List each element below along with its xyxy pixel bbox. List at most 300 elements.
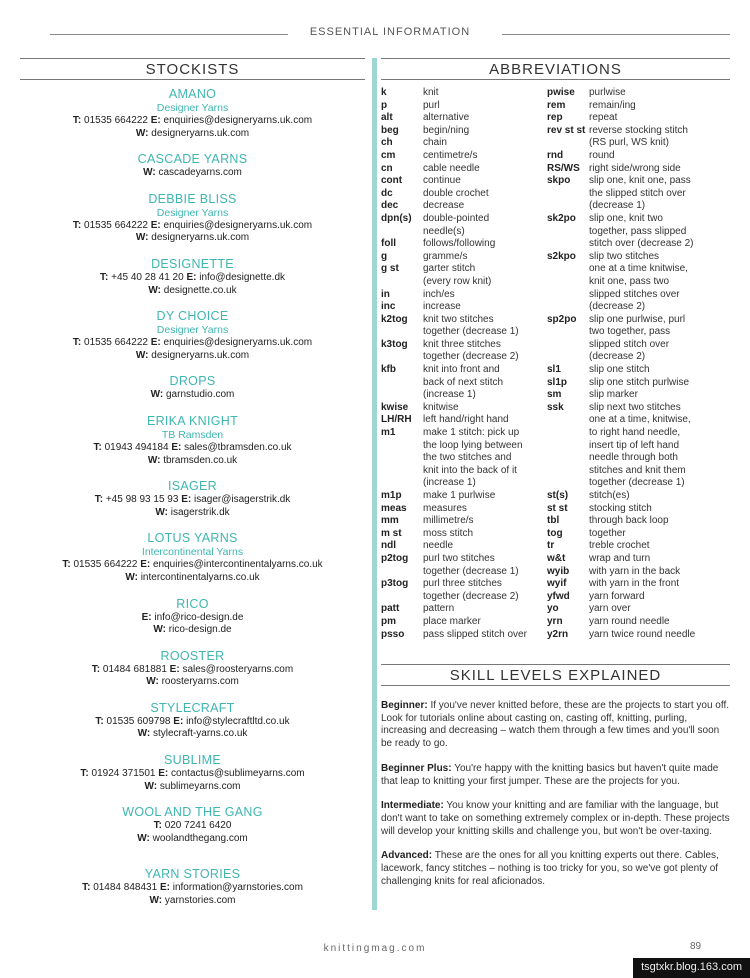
abbreviation-row (547, 566, 730, 579)
email-label: E: (159, 882, 170, 894)
abbreviation-row (547, 238, 730, 251)
email-label: E: (186, 271, 197, 283)
abbreviation-meaning: millimetre/s (423, 515, 474, 527)
abbreviation-term (547, 339, 589, 352)
phone-label: T: (80, 768, 89, 780)
email-label: E: (158, 768, 169, 780)
web-label: W: (137, 728, 151, 740)
abbreviation-row (547, 452, 730, 465)
abbreviation-term (381, 440, 423, 453)
section-header (50, 25, 730, 43)
stockist-name: ISAGER (167, 479, 218, 494)
column-divider-bar (372, 58, 377, 910)
abbreviation-term (547, 188, 589, 201)
stockist-email[interactable]: enquiries@designeryarns.uk.com (163, 337, 313, 349)
stockist-phone: 01535 664222 (84, 115, 148, 126)
abbreviation-meaning: centimetre/s (423, 149, 478, 161)
phone-label: T: (93, 441, 102, 453)
stockist-website[interactable]: cascadeyarns.com (158, 167, 242, 179)
stockist-website[interactable]: sublimeyarns.com (159, 780, 241, 792)
stockist-website[interactable]: woolandthegang.com (152, 832, 248, 844)
abbreviation-meaning: together (decrease 2) (423, 351, 519, 363)
abbreviation-meaning: slip one stitch purlwise (589, 376, 690, 388)
abbreviation-row (547, 200, 730, 213)
abbreviation-term: patt (381, 603, 400, 615)
stockist-email[interactable]: sales@roosteryarns.com (182, 663, 294, 675)
abbreviation-meaning: one at a time knitwise, (589, 263, 688, 275)
abbreviation-row (381, 528, 547, 541)
abbreviation-row (381, 251, 547, 264)
abbreviation-meaning: (increase 1) (423, 389, 476, 401)
abbreviation-row (381, 175, 547, 188)
skill-level-text: You're happy with the knitting basics but haven't quite made that leap to knitting your first jumper. These are the projects for you. (381, 762, 719, 787)
abbreviation-term: yrn (547, 615, 563, 627)
abbreviation-row (381, 616, 547, 629)
abbreviations-column-1 (381, 87, 547, 641)
stockist-web-line (20, 676, 365, 689)
abbreviation-meaning: knit into the back of it (423, 464, 517, 476)
skill-level-label: Beginner Plus: (381, 762, 452, 774)
abbreviation-meaning: stitch over (decrease 2) (589, 238, 694, 250)
stockist-entry (20, 414, 365, 467)
abbreviation-meaning: slip next two stitches (589, 401, 681, 413)
abbreviation-term (381, 452, 423, 465)
stockist-contact-line (20, 220, 365, 233)
abbreviation-term: foll (381, 238, 396, 250)
abbreviation-term: rnd (547, 149, 564, 161)
stockist-contact-line (20, 768, 365, 781)
abbreviation-meaning: stocking stitch (589, 502, 652, 514)
email-label: E: (150, 219, 161, 231)
abbreviation-row (547, 150, 730, 163)
stockist-name: ROOSTER (160, 648, 225, 663)
abbreviation-row (547, 339, 730, 352)
abbreviation-meaning: repeat (589, 112, 618, 124)
abbreviation-meaning: needle(s) (423, 225, 465, 237)
abbreviation-meaning: (RS purl, WS knit) (589, 137, 670, 149)
abbreviation-row (381, 301, 547, 314)
skill-level-paragraph (381, 850, 730, 888)
abbreviation-term: yo (547, 603, 559, 615)
abbreviation-term: w&t (547, 552, 566, 564)
stockist-web-line (20, 833, 365, 846)
abbreviation-row (547, 137, 730, 150)
skill-levels-title: SKILL LEVELS EXPLAINED (381, 664, 730, 686)
abbreviation-meaning: make 1 stitch: pick up (423, 427, 520, 439)
abbreviation-row (547, 301, 730, 314)
stockist-email[interactable]: info@designette.dk (199, 271, 286, 283)
stockist-entry (20, 531, 365, 584)
abbreviation-meaning: round (589, 149, 615, 161)
abbreviation-row (547, 326, 730, 339)
abbreviation-meaning: knit (423, 87, 439, 98)
stockist-website[interactable]: stylecraft-yarns.co.uk (152, 728, 248, 740)
abbreviation-row (547, 629, 730, 642)
abbreviation-term (547, 226, 589, 239)
abbreviation-meaning: (decrease 2) (589, 351, 646, 363)
abbreviation-term (381, 566, 423, 579)
abbreviations-section (381, 58, 730, 641)
abbreviations-title: ABBREVIATIONS (381, 58, 730, 80)
abbreviation-meaning: double-pointed (423, 212, 490, 224)
abbreviation-term: wyib (547, 565, 570, 577)
abbreviation-term: cn (381, 162, 393, 174)
skill-level-label: Intermediate: (381, 800, 444, 812)
web-label: W: (150, 389, 164, 401)
abbreviation-term (547, 440, 589, 453)
abbreviation-term: m st (381, 527, 402, 539)
stockist-website[interactable]: designeryarns.uk.com (151, 349, 250, 361)
abbreviation-term (547, 238, 589, 251)
abbreviation-meaning: knitwise (423, 401, 459, 413)
abbreviation-term (381, 226, 423, 239)
abbreviation-term: st st (547, 502, 568, 514)
stockist-website[interactable]: intercontinentalyarns.co.uk (140, 571, 260, 583)
abbreviation-term: psso (381, 628, 405, 640)
abbreviation-row (381, 414, 547, 427)
phone-label: T: (72, 337, 82, 349)
abbreviation-row (547, 263, 730, 276)
abbreviation-meaning: knit three stitches (423, 338, 501, 350)
abbreviation-meaning: purlwise (589, 87, 626, 98)
email-label: E: (150, 115, 161, 126)
abbreviation-term: p3tog (381, 578, 409, 590)
abbreviation-row (547, 314, 730, 327)
abbreviation-row (547, 503, 730, 516)
abbreviation-meaning: two together, pass (589, 326, 671, 338)
abbreviation-term: m1p (381, 490, 402, 501)
abbreviation-row (547, 87, 730, 100)
stockist-contact-line (20, 882, 365, 895)
abbreviation-row (381, 112, 547, 125)
stockist-name: RICO (176, 596, 209, 611)
abbreviation-meaning: slip marker (589, 389, 638, 401)
abbreviation-row (547, 100, 730, 113)
abbreviation-meaning: back of next stitch (423, 376, 504, 388)
header-rule-right (502, 34, 730, 35)
abbreviation-term (547, 137, 589, 150)
abbreviation-term: sp2po (547, 313, 577, 325)
stockist-web-line (20, 728, 365, 741)
abbreviation-meaning: yarn twice round needle (589, 628, 696, 640)
abbreviation-term (547, 276, 589, 289)
stockist-name: DESIGNETTE (151, 256, 234, 271)
email-label: E: (171, 441, 182, 453)
stockist-contact-line (20, 820, 365, 833)
phone-label: T: (62, 559, 71, 571)
web-label: W: (143, 167, 156, 179)
abbreviation-meaning: slip one, knit one, pass (589, 175, 691, 187)
abbreviation-term (381, 477, 423, 490)
stockist-email[interactable]: enquiries@designeryarns.uk.com (163, 115, 313, 126)
abbreviation-row (381, 276, 547, 289)
skill-level-text: These are the ones for all you knitting experts out there. Cables, lacework, fancy stitches – nothing is too tricky for you, so we've got plenty of challenging knits for real aficionados. (381, 850, 719, 887)
abbreviation-meaning: continue (423, 175, 461, 187)
abbreviation-row (381, 364, 547, 377)
abbreviation-row (381, 289, 547, 302)
web-label: W: (135, 127, 149, 139)
stockist-website[interactable]: designette.co.uk (163, 284, 237, 296)
stockist-distributor: Designer Yarns (156, 324, 229, 337)
phone-label: T: (72, 219, 82, 231)
abbreviation-meaning: stitch(es) (589, 490, 630, 501)
abbreviation-meaning: remain/ing (589, 99, 636, 111)
stockist-entry (20, 479, 365, 519)
abbreviation-row (547, 553, 730, 566)
stockist-name: DROPS (169, 374, 216, 389)
web-label: W: (135, 349, 149, 361)
abbreviation-meaning: pass slipped stitch over (423, 628, 527, 640)
abbreviation-meaning: knit one, pass two (589, 275, 670, 287)
abbreviation-row (381, 389, 547, 402)
abbreviation-row (381, 566, 547, 579)
abbreviation-row (547, 226, 730, 239)
phone-label: T: (94, 494, 104, 506)
abbreviation-meaning: needle through both (589, 452, 678, 464)
abbreviation-meaning: begin/ning (423, 124, 470, 136)
stockist-phone: 01535 664222 (84, 219, 148, 231)
abbreviation-row (381, 515, 547, 528)
abbreviation-row (381, 137, 547, 150)
skill-level-paragraph (381, 700, 730, 751)
web-label: W: (144, 780, 158, 792)
abbreviation-row (547, 389, 730, 402)
abbreviation-row (547, 163, 730, 176)
abbreviation-row (381, 603, 547, 616)
abbreviation-meaning: the loop lying between (423, 439, 523, 451)
abbreviation-term (381, 591, 423, 604)
web-label: W: (137, 832, 150, 844)
abbreviation-term: sm (547, 389, 562, 401)
abbreviation-row (381, 377, 547, 390)
abbreviation-row (547, 440, 730, 453)
abbreviation-meaning: through back loop (589, 515, 669, 527)
stockist-web-line (20, 350, 365, 363)
abbreviation-term (547, 427, 589, 440)
abbreviation-meaning: together (decrease 1) (423, 326, 519, 338)
abbreviation-term: wyif (547, 578, 567, 590)
abbreviation-term: k (381, 87, 387, 98)
web-label: W: (155, 506, 168, 518)
abbreviation-row (547, 125, 730, 138)
stockist-web-line (20, 128, 365, 141)
abbreviation-term (547, 301, 589, 314)
stockist-contact-line (20, 612, 365, 625)
stockist-phone: 01484 681881 (102, 663, 167, 675)
abbreviation-row (547, 414, 730, 427)
stockists-column (20, 58, 365, 907)
abbreviation-meaning: gramme/s (423, 250, 468, 262)
abbreviation-meaning: yarn over (589, 603, 631, 615)
stockist-website[interactable]: tbramsden.co.uk (163, 454, 238, 466)
abbreviation-meaning: increase (423, 301, 461, 313)
stockists-title: STOCKISTS (20, 58, 365, 80)
abbreviation-term: kfb (381, 364, 396, 376)
stockist-email[interactable]: contactus@sublimeyarns.com (171, 768, 305, 780)
abbreviation-row (547, 276, 730, 289)
abbreviation-term (547, 263, 589, 276)
stockist-website[interactable]: yarnstories.com (164, 895, 236, 907)
abbreviation-row (381, 263, 547, 276)
abbreviation-row (547, 251, 730, 264)
abbreviation-meaning: slipped stitch over (589, 338, 670, 350)
email-label: E: (169, 663, 180, 675)
stockist-entry (20, 309, 365, 362)
stockist-web-line (20, 624, 365, 637)
abbreviation-row (381, 452, 547, 465)
abbreviation-term (547, 351, 589, 364)
web-label: W: (153, 624, 166, 636)
abbreviation-meaning: (every row knit) (423, 275, 492, 287)
abbreviation-meaning: needle (423, 540, 454, 552)
stockist-phone: +45 40 28 41 20 (111, 271, 184, 283)
stockist-distributor: TB Ramsden (161, 428, 224, 441)
abbreviation-row (547, 427, 730, 440)
abbreviation-term (381, 276, 423, 289)
skill-level-paragraph (381, 763, 730, 788)
abbreviation-meaning: purl (423, 99, 440, 111)
abbreviation-meaning: purl three stitches (423, 578, 502, 590)
stockist-website[interactable]: rico-design.de (168, 624, 232, 636)
abbreviation-row (547, 351, 730, 364)
stockist-email[interactable]: info@stylecraftltd.co.uk (186, 715, 290, 727)
abbreviation-meaning: left hand/right hand (423, 414, 509, 426)
abbreviation-meaning: the slipped stitch over (589, 187, 686, 199)
abbreviation-term (381, 351, 423, 364)
skill-levels-section (381, 664, 730, 900)
abbreviation-row (547, 528, 730, 541)
abbreviation-row (381, 339, 547, 352)
abbreviation-meaning: follows/following (423, 238, 496, 250)
abbreviation-term: in (381, 288, 390, 300)
abbreviation-term (547, 289, 589, 302)
stockist-email[interactable]: isager@isagerstrik.dk (193, 494, 291, 506)
stockist-name: LOTUS YARNS (147, 531, 238, 546)
section-label: ESSENTIAL INFORMATION (309, 26, 471, 38)
abbreviation-term: k3tog (381, 338, 408, 350)
stockist-web-line (20, 895, 365, 908)
abbreviation-row (381, 87, 547, 100)
abbreviation-row (547, 175, 730, 188)
abbreviation-term: pwise (547, 87, 575, 98)
stockist-entry (20, 805, 365, 845)
stockist-phone: 01924 371501 (91, 768, 156, 780)
email-label: E: (140, 559, 151, 571)
abbreviation-meaning: inch/es (423, 288, 455, 300)
stockist-email[interactable]: info@rico-design.de (154, 611, 244, 623)
skill-level-text: You know your knitting and are familiar with the language, but don't want to take on something extremely complex or in-depth. These projects will develop your knitting skills and challenge you, but won't be over-taxing. (381, 800, 730, 837)
stockist-name: SUBLIME (164, 753, 221, 768)
abbreviation-term: rep (547, 112, 563, 124)
abbreviation-meaning: together (decrease 1) (423, 565, 519, 577)
stockist-email[interactable]: sales@tbramsden.co.uk (184, 441, 292, 453)
stockist-website[interactable]: designeryarns.uk.com (151, 127, 250, 139)
abbreviation-meaning: together, pass slipped (589, 225, 687, 237)
phone-label: T: (99, 271, 109, 283)
abbreviation-meaning: right side/wrong side (589, 162, 681, 174)
abbreviation-term: g st (381, 263, 399, 275)
abbreviation-term: m1 (381, 427, 396, 439)
phone-label: T: (72, 115, 82, 126)
stockist-contact-line (20, 664, 365, 677)
abbreviation-row (381, 213, 547, 226)
abbreviation-meaning: with yarn in the front (589, 578, 680, 590)
stockist-contact-line (20, 442, 365, 455)
abbreviation-term (547, 452, 589, 465)
abbreviation-meaning: together (decrease 2) (423, 590, 519, 602)
email-label: E: (173, 715, 184, 727)
abbreviation-meaning: moss stitch (423, 527, 474, 539)
abbreviation-term: sl1 (547, 364, 561, 376)
stockist-phone: 01535 664222 (73, 559, 138, 571)
stockist-name: STYLECRAFT (150, 700, 235, 715)
stockist-website[interactable]: roosteryarns.com (161, 676, 239, 688)
abbreviation-meaning: slip one purlwise, purl (589, 313, 686, 325)
stockist-name: DEBBIE BLISS (148, 191, 237, 206)
abbreviation-meaning: slipped stitches over (589, 288, 680, 300)
abbreviation-term: tr (547, 540, 555, 552)
abbreviation-term: dpn(s) (381, 212, 412, 224)
abbreviation-term (381, 465, 423, 478)
skill-level-label: Advanced: (381, 850, 433, 862)
abbreviation-row (547, 540, 730, 553)
abbreviation-meaning: to right hand needle, (589, 427, 681, 439)
stockist-web-line (20, 455, 365, 468)
abbreviation-row (547, 289, 730, 302)
stockist-email[interactable]: information@yarnstories.com (172, 882, 303, 894)
stockist-website[interactable]: garnstudio.com (166, 389, 235, 401)
abbreviation-row (381, 402, 547, 415)
stockist-contact-line (20, 716, 365, 729)
abbreviation-row (547, 603, 730, 616)
stockist-phone: 01943 494184 (104, 441, 169, 453)
abbreviation-meaning: insert tip of left hand (589, 439, 680, 451)
abbreviation-row (547, 377, 730, 390)
stockist-phone: 01484 848431 (93, 882, 158, 894)
abbreviation-meaning: yarn forward (589, 590, 645, 602)
stockist-email[interactable]: enquiries@intercontinentalyarns.co.uk (152, 559, 323, 571)
abbreviation-row (381, 200, 547, 213)
stockist-entry (20, 374, 365, 402)
web-label: W: (135, 232, 149, 244)
abbreviation-row (381, 226, 547, 239)
abbreviation-term (381, 326, 423, 339)
abbreviation-term: kwise (381, 401, 409, 413)
stockist-website[interactable]: isagerstrik.dk (170, 506, 230, 518)
footer-url[interactable]: knittingmag.com (323, 943, 427, 954)
skill-levels-list (381, 700, 730, 888)
phone-label: T: (95, 715, 104, 727)
abbreviation-term: dc (381, 187, 393, 199)
stockist-distributor: Designer Yarns (156, 206, 229, 219)
stockist-website[interactable]: designeryarns.uk.com (151, 232, 250, 244)
stockist-email[interactable]: enquiries@designeryarns.uk.com (163, 219, 313, 231)
abbreviation-term: LH/RH (381, 414, 412, 426)
abbreviation-row (381, 326, 547, 339)
abbreviation-row (547, 578, 730, 591)
abbreviation-meaning: (increase 1) (423, 477, 476, 489)
stockist-name: CASCADE YARNS (137, 152, 248, 167)
abbreviation-row (381, 629, 547, 642)
abbreviation-meaning: make 1 purlwise (423, 490, 496, 501)
abbreviation-term: g (381, 250, 388, 262)
abbreviation-row (381, 100, 547, 113)
stockist-web-line (20, 572, 365, 585)
abbreviation-term (381, 377, 423, 390)
abbreviation-meaning: stitches and knit them (589, 464, 686, 476)
abbreviation-row (381, 238, 547, 251)
stockist-contact-line (20, 272, 365, 285)
